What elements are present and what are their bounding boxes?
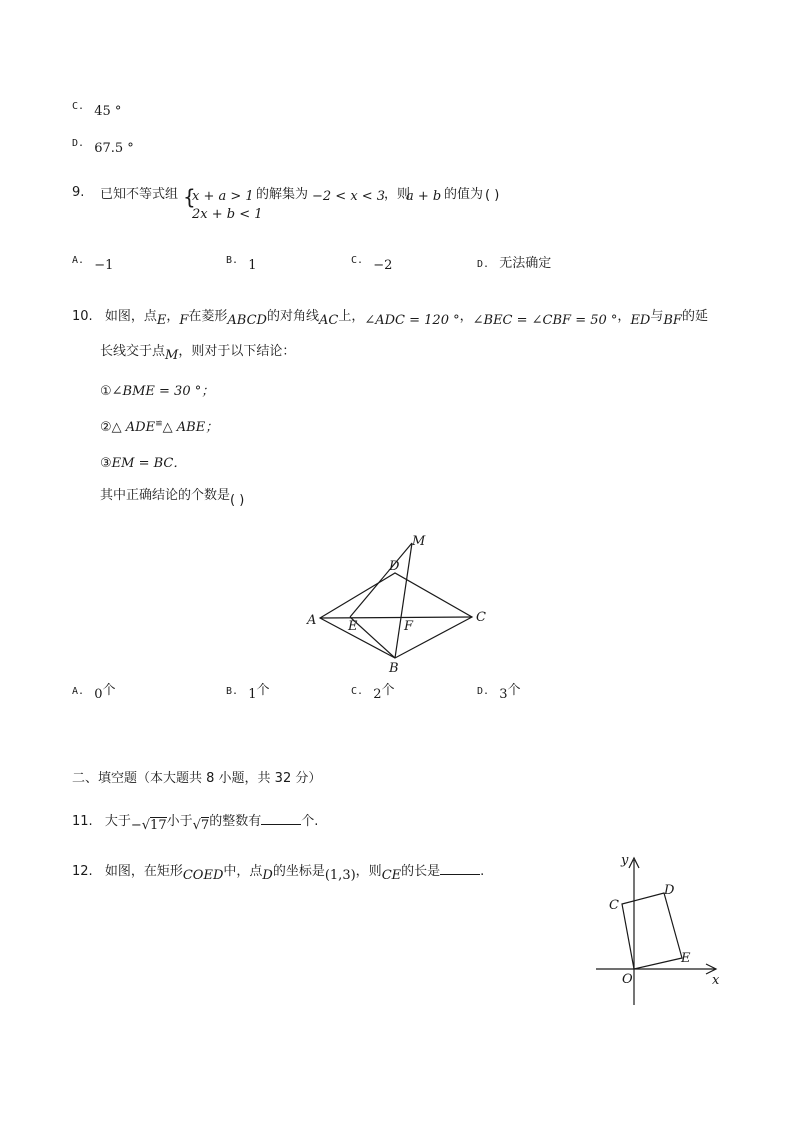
q12-text: 中，点 bbox=[223, 864, 263, 879]
q11-text: 大于 bbox=[104, 814, 131, 829]
option-unit: 个 bbox=[102, 683, 116, 698]
q10-option-b bbox=[226, 679, 270, 702]
label-e: E bbox=[681, 951, 691, 966]
conclusion-text: EM = BC． bbox=[111, 456, 187, 471]
q10-option-a bbox=[72, 679, 116, 702]
q9-expr: a + b bbox=[406, 189, 442, 204]
option-label: D. bbox=[72, 138, 85, 149]
q10-sep: ， bbox=[617, 309, 631, 324]
option-label: B. bbox=[226, 255, 239, 266]
neg-sign: − bbox=[130, 818, 142, 833]
q9-option-c bbox=[351, 252, 393, 273]
label-c: C bbox=[609, 898, 619, 913]
point-m: M bbox=[165, 348, 179, 363]
diagonal-ac bbox=[320, 617, 472, 618]
option-label: A. bbox=[72, 686, 85, 697]
rectangle-name: COED bbox=[182, 868, 224, 883]
q8-option-c bbox=[72, 98, 122, 119]
label-c: C bbox=[476, 610, 486, 625]
segment-ce: CE bbox=[381, 868, 402, 883]
angle-adc: ∠ADC = 120 ° bbox=[364, 313, 460, 328]
option-num: 1 bbox=[248, 687, 257, 702]
conclusion-2 bbox=[100, 416, 218, 435]
coordinate-figure bbox=[590, 850, 730, 1010]
option-unit: 个 bbox=[256, 683, 270, 698]
label-d: D bbox=[389, 559, 400, 574]
conclusion-number: ① bbox=[100, 384, 112, 399]
option-text: 1 bbox=[248, 258, 257, 273]
label-b: B bbox=[389, 661, 399, 676]
label-e: E bbox=[348, 619, 358, 634]
q12-text: . bbox=[480, 864, 485, 879]
q9-option-d bbox=[477, 252, 551, 271]
segment-bf: BF bbox=[663, 313, 682, 328]
q11-number: 11. bbox=[72, 814, 93, 829]
q10-ask-text: 其中正确结论的个数是 bbox=[100, 488, 231, 503]
option-num: 2 bbox=[373, 687, 382, 702]
radicand-17: 17 bbox=[150, 818, 167, 833]
sqrt-symbol: √ bbox=[192, 818, 201, 833]
conclusion-1 bbox=[100, 380, 214, 399]
option-label: C. bbox=[351, 686, 364, 697]
q9-text-after: 的值为 bbox=[444, 187, 484, 202]
q12-number: 12. bbox=[72, 864, 93, 879]
q12-text: ，则 bbox=[355, 864, 382, 879]
label-m: M bbox=[412, 534, 426, 549]
q10-sep: ， bbox=[459, 309, 473, 324]
q10-line-2 bbox=[100, 340, 296, 363]
option-label: A. bbox=[72, 255, 85, 266]
angle-bec-cbf: ∠BEC = ∠CBF = 50 ° bbox=[472, 313, 618, 328]
answer-paren: ( ) bbox=[485, 188, 500, 203]
q9-text-then: ，则 bbox=[384, 187, 411, 202]
q8-option-d bbox=[72, 135, 134, 156]
label-d: D bbox=[664, 883, 675, 898]
label-x: x bbox=[712, 973, 720, 988]
conclusion-3 bbox=[100, 452, 186, 471]
point-d: D bbox=[262, 868, 273, 883]
label-o: O bbox=[622, 972, 633, 987]
diagonal-ac: AC bbox=[318, 313, 339, 328]
q10-comma: ， bbox=[166, 309, 180, 324]
radicand-7: 7 bbox=[200, 818, 210, 833]
q10-text: ，则对于以下结论： bbox=[178, 344, 296, 359]
conclusion-text: △ ABE； bbox=[162, 420, 219, 435]
q9-range: −2 < x < 3 bbox=[312, 189, 386, 204]
q10-text: 的延 bbox=[681, 309, 708, 324]
option-text: 45 ° bbox=[94, 104, 122, 119]
conclusion-text: ∠BME = 30 °； bbox=[111, 384, 215, 399]
q10-text: 长线交于点 bbox=[100, 344, 166, 359]
option-text: −1 bbox=[94, 258, 114, 273]
q9-text-before: 已知不等式组 bbox=[100, 187, 179, 202]
congruent-symbol: ≌ bbox=[155, 419, 163, 429]
q10-line-1 bbox=[72, 305, 708, 328]
conclusion-number: ③ bbox=[100, 456, 112, 471]
q10-text: 的对角线 bbox=[266, 309, 319, 324]
rectangle-coed bbox=[622, 893, 682, 969]
q9-ineq-1: x + a > 1 bbox=[192, 189, 254, 204]
q10-number: 10. bbox=[72, 309, 93, 324]
q10-text: 在菱形 bbox=[188, 309, 228, 324]
q10-text: 如图，点 bbox=[104, 309, 157, 324]
option-label: B. bbox=[226, 686, 239, 697]
option-unit: 个 bbox=[507, 683, 521, 698]
segment-ed: ED bbox=[630, 313, 651, 328]
q9-ineq-2: 2x + b < 1 bbox=[192, 207, 263, 222]
point-e: E bbox=[156, 313, 167, 328]
system-brace: { bbox=[183, 185, 196, 209]
coordinate: (1,3) bbox=[324, 868, 356, 883]
point-f: F bbox=[179, 313, 189, 328]
q10-text: 上， bbox=[338, 309, 365, 324]
answer-blank[interactable] bbox=[261, 812, 301, 825]
q9-option-a bbox=[72, 252, 114, 273]
q12 bbox=[72, 860, 485, 883]
q12-text: 的坐标是 bbox=[272, 864, 325, 879]
rhombus-abcd bbox=[320, 573, 472, 658]
option-unit: 个 bbox=[381, 683, 395, 698]
conclusion-text: △ ADE bbox=[111, 420, 156, 435]
q11-text: 的整数有 bbox=[209, 814, 262, 829]
option-label: C. bbox=[351, 255, 364, 266]
q12-text: 如图，在矩形 bbox=[104, 864, 183, 879]
label-y: y bbox=[621, 853, 629, 868]
option-num: 3 bbox=[499, 687, 508, 702]
label-a: A bbox=[307, 613, 317, 628]
q11 bbox=[72, 810, 319, 833]
conclusion-number: ② bbox=[100, 420, 112, 435]
option-label: D. bbox=[477, 686, 490, 697]
q9-number: 9. bbox=[72, 185, 85, 200]
option-num: 0 bbox=[94, 687, 103, 702]
label-f: F bbox=[404, 619, 414, 634]
q10-ask bbox=[100, 484, 245, 508]
q11-text: 小于 bbox=[166, 814, 193, 829]
option-text: 67.5 ° bbox=[94, 141, 134, 156]
q10-option-d bbox=[477, 679, 521, 702]
q12-text: 的长是 bbox=[401, 864, 441, 879]
section-heading: 二、填空题（本大题共 8 小题，共 32 分） bbox=[72, 771, 322, 786]
q9-text-mid: 的解集为 bbox=[256, 187, 309, 202]
option-text: −2 bbox=[373, 258, 393, 273]
q10-option-c bbox=[351, 679, 395, 702]
rhombus-figure bbox=[300, 528, 500, 678]
option-text: 无法确定 bbox=[499, 256, 552, 271]
sqrt-symbol: √ bbox=[141, 818, 151, 833]
rhombus-name: ABCD bbox=[227, 313, 267, 328]
answer-blank[interactable] bbox=[440, 862, 480, 875]
q11-text: 个. bbox=[301, 814, 319, 829]
option-label: D. bbox=[477, 259, 490, 270]
q10-text: 与 bbox=[650, 309, 664, 324]
option-label: C. bbox=[72, 101, 85, 112]
answer-paren: ( ) bbox=[230, 493, 245, 508]
q9-option-b bbox=[226, 252, 257, 273]
